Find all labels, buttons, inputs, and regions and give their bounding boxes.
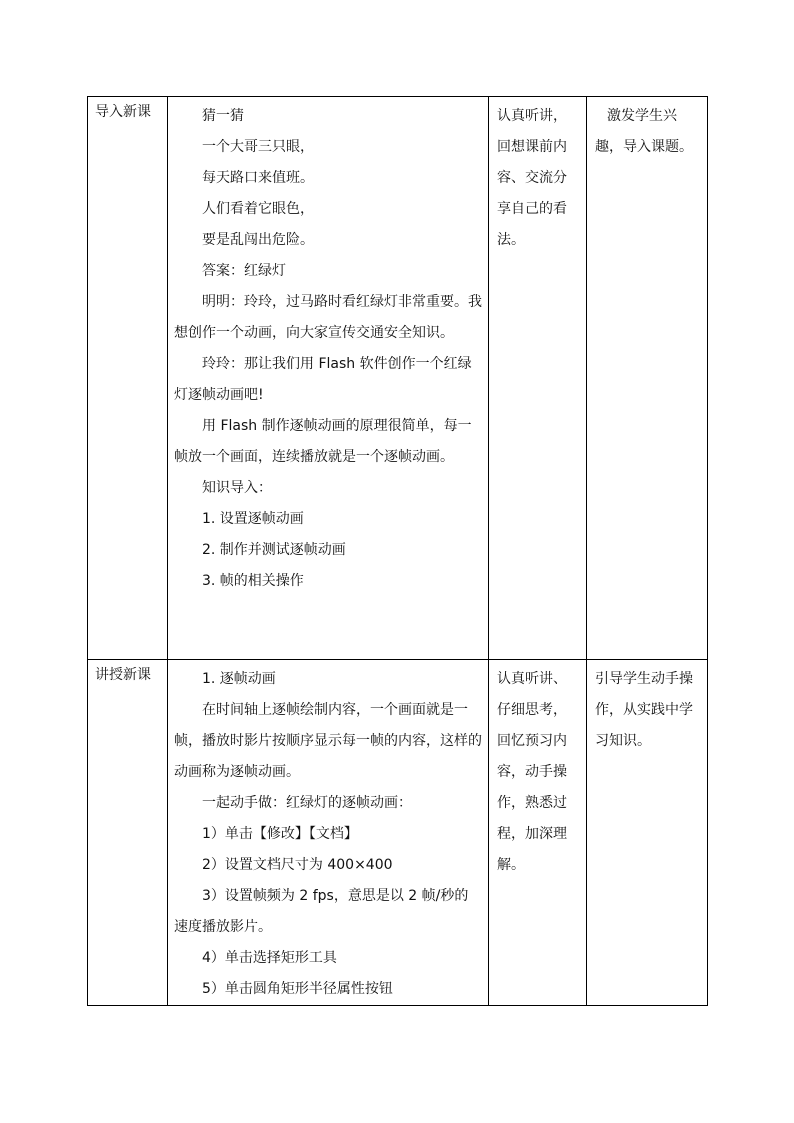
design-purpose-cell <box>587 660 708 1006</box>
content-paragraph: 玲玲：那让我们用 Flash 软件创作一个红绿灯逐帧动画吧! <box>174 356 472 403</box>
content-paragraph: 明明：玲玲，过马路时看红绿灯非常重要。我想创作一个动画，向大家宣传交通安全知识。 <box>174 294 482 341</box>
content-paragraph: 2. 制作并测试逐帧动画 <box>202 542 346 558</box>
content-paragraph: 人们看着它眼色， <box>202 201 314 217</box>
content-paragraph: 答案：红绿灯 <box>202 263 286 279</box>
content-paragraph: 一个大哥三只眼， <box>202 139 314 155</box>
content-paragraph: 要是乱闯出危险。 <box>202 232 314 248</box>
content-paragraph: 5）单击圆角矩形半径属性按钮 <box>202 981 393 997</box>
content-paragraph: 1. 设置逐帧动画 <box>202 511 304 527</box>
student-activity-cell <box>489 97 587 660</box>
student-activity-cell <box>489 660 587 1006</box>
content-paragraph: 在时间轴上逐帧绘制内容，一个画面就是一帧，播放时影片按顺序显示每一帧的内容，这样的动画称为逐帧动画。 <box>174 702 482 780</box>
content-paragraph: 4）单击选择矩形工具 <box>202 950 337 966</box>
phase-cell <box>88 660 168 1006</box>
phase-label: 导入新课 <box>95 104 151 120</box>
content-paragraph: 1）单击【修改】【文档】 <box>202 826 358 842</box>
content-paragraph: 用 Flash 制作逐帧动画的原理很简单，每一帧放一个画面，连续播放就是一个逐帧动画。 <box>174 418 472 465</box>
content-paragraph: 每天路口来值班。 <box>202 170 314 186</box>
table-row <box>88 660 708 1006</box>
lesson-plan-table <box>87 96 708 1006</box>
content-paragraph: 猜一猜 <box>202 108 244 124</box>
student-activity-text: 认真听讲、仔细思考，回忆预习内容，动手操作，熟悉过程，加深理解。 <box>497 671 567 873</box>
content-paragraph: 2）设置文档尺寸为 400×400 <box>202 857 393 873</box>
design-purpose-cell <box>587 97 708 660</box>
design-purpose-text: 引导学生动手操作，从实践中学习知识。 <box>595 671 693 749</box>
phase-cell <box>88 97 168 660</box>
design-purpose-text: 激发学生兴趣，导入课题。 <box>595 108 693 155</box>
content-paragraph: 一起动手做：红绿灯的逐帧动画： <box>202 795 412 811</box>
content-paragraph: 知识导入： <box>202 480 272 496</box>
content-paragraph: 3）设置帧频为 2 fps，意思是以 2 帧/秒的速度播放影片。 <box>174 888 469 935</box>
table-row <box>88 97 708 660</box>
content-paragraph: 3. 帧的相关操作 <box>202 573 304 589</box>
student-activity-text: 认真听讲，回想课前内容、交流分享自己的看法。 <box>497 108 567 248</box>
teaching-content-cell <box>168 97 489 660</box>
teaching-content-cell <box>168 660 489 1006</box>
phase-label: 讲授新课 <box>95 667 151 683</box>
content-paragraph: 1. 逐帧动画 <box>202 671 276 687</box>
